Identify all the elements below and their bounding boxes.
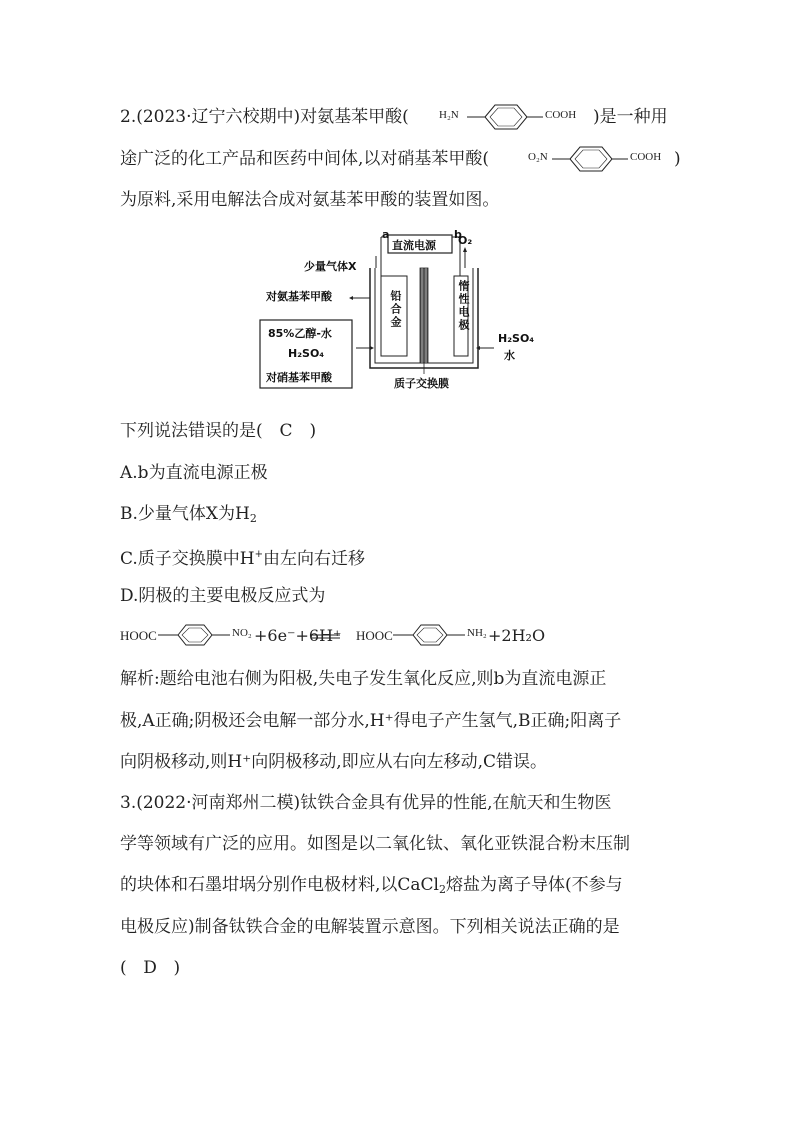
- q2-analysis-2: [120, 710, 621, 732]
- question-text: 下列说法错误的是(: [120, 421, 263, 441]
- feed-solvent-label: 85%乙醇-水: [268, 327, 332, 340]
- amino-group: H₂N: [439, 109, 459, 121]
- terminal-b-label: b: [454, 228, 462, 241]
- q2-stem-part: 2.(2023·辽宁六校期中)对氨基苯甲酸(: [120, 107, 409, 127]
- q2-stem-part: 途广泛的化工产品和医药中间体,以对硝基苯甲酸(: [120, 149, 490, 169]
- q2-line-2: [120, 148, 489, 170]
- answer-open: (: [120, 958, 127, 978]
- q2-stem-part: 为原料,采用电解法合成对氨基苯甲酸的装置如图。: [120, 190, 500, 210]
- q2-option-c: [120, 544, 365, 570]
- electrons-protons: +6e⁻+6H⁺: [254, 626, 342, 645]
- option-a-text: A.b为直流电源正极: [120, 463, 268, 483]
- subscript: 2: [439, 883, 446, 896]
- subscript: 2: [249, 512, 257, 525]
- q3-line-2: [120, 833, 630, 855]
- superscript: +: [254, 549, 264, 560]
- inert-electrode-label: 惰性电极: [457, 280, 470, 332]
- carboxyl-group: COOH: [545, 109, 577, 121]
- q2-line-1-end: [593, 106, 668, 128]
- right-acid-label: H₂SO₄: [498, 332, 535, 345]
- amino-group: NH₂: [467, 627, 487, 639]
- q3-line-1: [120, 792, 612, 814]
- option-c-text: C.质子交换膜中H: [120, 549, 255, 569]
- q3-stem-part: 3.(2022·河南郑州二模)钛铁合金具有优异的性能,在航天和生物医: [120, 793, 612, 813]
- analysis-text: 解析:题给电池右侧为阳极,失电子发生氧化反应,则b为直流电源正: [120, 669, 607, 689]
- electrolysis-diagram: [258, 228, 558, 400]
- q2-option-a: [120, 462, 268, 484]
- q3-stem-part: 的块体和石墨坩埚分别作电极材料,以CaCl: [120, 875, 439, 895]
- q3-stem-part: 学等领域有广泛的应用。如图是以二氧化钛、氧化亚铁混合粉末压制: [120, 834, 630, 854]
- carboxyl-group: COOH: [630, 151, 662, 163]
- question-close: ): [309, 421, 317, 441]
- power-supply-label: 直流电源: [392, 239, 436, 252]
- lead-alloy-label: 铅合金: [389, 290, 402, 329]
- q3-stem-part: 电极反应)制备钛铁合金的电解装置示意图。下列相关说法正确的是: [120, 917, 620, 937]
- left-carboxyl: HOOC: [120, 628, 157, 643]
- analysis-text: 向阴极移动,则H⁺向阴极移动,即应从右向左移动,C错误。: [120, 752, 548, 772]
- aminobenzoic-acid-structure: [437, 100, 597, 134]
- answer-letter: C: [279, 421, 293, 441]
- option-d-text: D.阴极的主要电极反应式为: [120, 586, 326, 606]
- answer-close: ): [173, 958, 181, 978]
- cathode-equation: [120, 622, 580, 652]
- nitrobenzoic-acid-structure: [526, 142, 686, 176]
- gas-x-label: 少量气体X: [304, 260, 357, 273]
- q2-line-3: [120, 189, 499, 211]
- feed-acid-label: H₂SO₄: [288, 347, 325, 360]
- right-carboxyl: HOOC: [356, 628, 393, 643]
- feed-reactant-label: 对硝基苯甲酸: [266, 371, 332, 384]
- oxygen-label: O₂: [458, 234, 473, 247]
- q2-analysis-3: [120, 751, 547, 773]
- water-product: +2H₂O: [488, 626, 546, 645]
- q2-line-1: [120, 106, 409, 128]
- q2-option-b: [120, 503, 257, 530]
- q2-stem-part: )是一种用: [593, 107, 668, 127]
- q2-option-d: [120, 585, 325, 607]
- q2-analysis-1: [120, 668, 606, 690]
- nitro-group: NO₂: [232, 627, 252, 639]
- benzene-ring-icon: [526, 142, 686, 176]
- q3-line-3: [120, 874, 623, 901]
- q2-stem-part: ): [674, 149, 681, 169]
- membrane-label: 质子交换膜: [394, 377, 449, 390]
- q3-answer: [120, 957, 180, 979]
- answer-letter: D: [143, 958, 157, 978]
- nitro-group: O₂N: [528, 151, 548, 163]
- q3-stem-part: 熔盐为离子导体(不参与: [446, 875, 623, 895]
- terminal-a-label: a: [382, 228, 390, 241]
- q2-line-2-end: [674, 148, 681, 170]
- q3-line-4: [120, 916, 620, 938]
- option-c-text-end: 由左向右迁移: [263, 549, 366, 569]
- option-b-text: B.少量气体X为H: [120, 504, 250, 524]
- product-label: 对氨基苯甲酸: [266, 290, 332, 303]
- q2-question: [120, 420, 316, 442]
- analysis-text: 极,A正确;阴极还会电解一部分水,H⁺得电子产生氢气,B正确;阳离子: [120, 711, 622, 731]
- right-water-label: 水: [504, 349, 515, 362]
